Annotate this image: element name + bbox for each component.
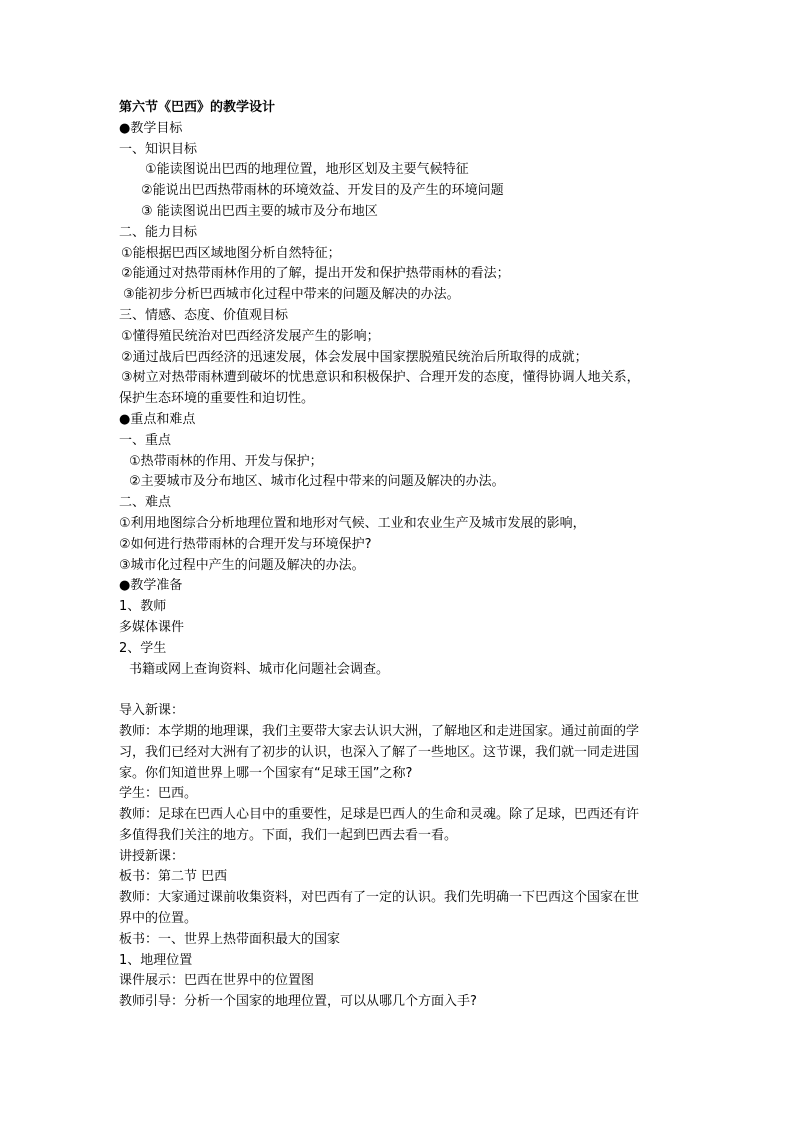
prep-teacher-detail: 多媒体课件 [119,619,185,635]
section-heading-preparation: ●教学准备 [119,578,183,594]
board-note-1: 板书：第二节 巴西 [119,869,228,885]
teacher-paragraph-4: 界中的位置。 [119,911,198,927]
knowledge-item-2: ②能说出巴西热带雨林的环境效益、开发目的及产生的环境问题 [141,183,504,199]
ability-item-2: ②能通过对热带雨林作用的了解，提出开发和保护热带雨林的看法； [121,266,510,282]
attitude-item-1: ①懂得殖民统治对巴西经济发展产生的影响； [121,328,380,344]
prep-student-detail: 书籍或网上查询资料、城市化问题社会调查。 [129,661,390,677]
lecture-heading: 讲授新课： [119,848,185,864]
subheading-ability: 二、能力目标 [119,224,198,240]
teacher-guidance: 教师引导：分析一个国家的地理位置，可以从哪几个方面入手? [119,994,477,1010]
location-heading: 1、地理位置 [119,952,193,968]
key-item-1: ①热带雨林的作用、开发与保护； [129,453,323,469]
teacher-paragraph-1: 教师：足球在巴西人心目中的重要性，足球是巴西人的生命和灵魂。除了足球，巴西还有许 [119,807,640,823]
key-item-2: ②主要城市及分布地区、城市化过程中带来的问题及解决的办法。 [129,474,505,490]
attitude-item-3: ③树立对热带雨林遭到破坏的忧患意识和积极保护、合理开发的态度，懂得协调人地关系， [121,370,640,386]
ability-item-1: ①能根据巴西区域地图分析自然特征； [121,245,341,261]
difficulty-item-1: ①利用地图综合分析地理位置和地形对气候、工业和农业生产及城市发展的影响， [119,515,586,531]
subheading-attitude: 三、情感、态度、价值观目标 [119,307,289,323]
section-heading-objectives: ●教学目标 [119,120,183,136]
attitude-item-2: ②通过战后巴西经济的迅速发展，体会发展中国家摆脱殖民统治后所取得的成就； [121,349,588,365]
document-title: 第六节《巴西》的教学设计 [119,100,276,115]
courseware-display: 课件展示：巴西在世界中的位置图 [119,973,315,989]
subheading-difficulty: 二、难点 [119,495,172,511]
prep-teacher: 1、教师 [119,599,167,615]
board-note-2: 板书：一、世界上热带面积最大的国家 [119,931,341,947]
intro-paragraph-1: 教师：本学期的地理课，我们主要带大家去认识大洲，了解地区和走进国家。通过前面的学 [119,723,640,739]
student-answer: 学生：巴西。 [119,786,198,802]
intro-paragraph-3: 家。你们知道世界上哪一个国家有“足球王国”之称? [119,765,413,781]
prep-student: 2、学生 [119,640,167,656]
document-body [119,98,679,1013]
ability-item-3: ③能初步分析巴西城市化过程中带来的问题及解决的办法。 [123,287,460,303]
knowledge-item-1: ①能读图说出巴西的地理位置，地形区划及主要气候特征 [145,162,469,178]
teacher-paragraph-3: 教师：大家通过课前收集资料，对巴西有了一定的认识。我们先明确一下巴西这个国家在世 [119,890,640,906]
section-heading-key-points: ●重点和难点 [119,411,196,427]
difficulty-item-3: ③城市化过程中产生的问题及解决的办法。 [119,557,365,573]
difficulty-item-2: ②如何进行热带雨林的合理开发与环境保护? [119,536,372,552]
subheading-knowledge: 一、知识目标 [119,141,198,157]
intro-heading: 导入新课： [119,703,185,719]
blank-line [119,680,679,701]
subheading-key: 一、重点 [119,432,172,448]
intro-paragraph-2: 习，我们已经对大洲有了初步的认识，也深入了解了一些地区。这节课，我们就一同走进国 [119,744,640,760]
attitude-item-3-cont: 保护生态环境的重要性和迫切性。 [119,391,315,407]
knowledge-item-3: ③ 能读图说出巴西主要的城市及分布地区 [141,203,378,219]
teacher-paragraph-2: 多值得我们关注的地方。下面，我们一起到巴西去看一看。 [119,827,458,843]
